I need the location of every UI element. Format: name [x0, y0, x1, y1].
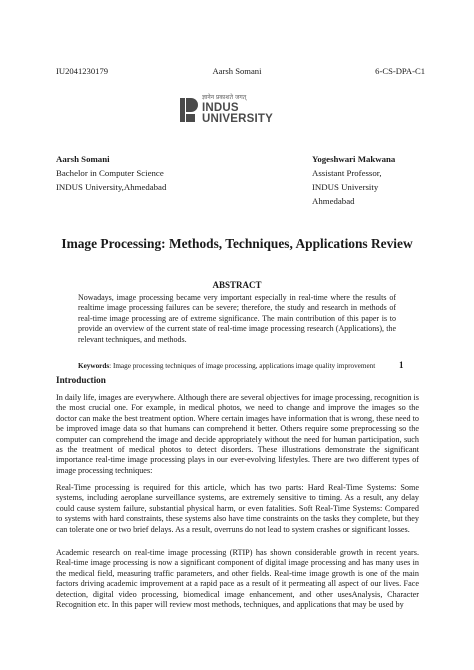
university-logo	[178, 93, 296, 127]
body-paragraph: Real-Time processing is required for this article, which has two parts: Hard Real-Time Systems: Some systems, including aeroplane surveillance systems, are extremely sensitive to timing. As a result, any delay could cause system failure, substantial physical harm, or even fatalities. Soft Real-Time Systems: Compared to systems with hard constraints, these systems also have time constraints on the tasks they complete, but they can tolerate one or two brief delays. As a result, overruns do not lead to system crashes or significant losses.	[56, 483, 419, 534]
abstract-heading: ABSTRACT	[212, 280, 262, 290]
author-affiliation: INDUS University	[312, 182, 379, 192]
university-emblem-icon	[178, 95, 198, 125]
author-block-left	[56, 152, 166, 194]
footnote-mark: 1	[399, 360, 404, 370]
author-name: Yogeshwari Makwana	[312, 154, 396, 164]
body-paragraph: Academic research on real-time image processing (RTIP) has shown considerable growth in recent years. Real-time image processing is now a significant component of digital image processing and has many uses in the medical field, measuring traffic parameters, and other fields. Real-time image growth is one of the main factors driving academic improvement at a rapid pace as a result of it permeating all aspect of our lives. Face detection, digital video processing, biomedical image enhancement, and other usesAnalysis, Character Recognition etc. In this paper will review most methods, techniques, and applications that may be used by	[56, 548, 419, 610]
paper-title: Image Processing: Methods, Techniques, Applications Review	[61, 236, 413, 251]
logo-tagline: ज्ञानेन प्रकाशते जगत्	[202, 94, 247, 101]
logo-wordmark-university: UNIVERSITY	[202, 113, 274, 125]
section-heading-introduction: Introduction	[56, 375, 106, 385]
keywords-text: : Image processing techniques of image processing, applications image quality improvement	[109, 362, 376, 370]
author-name: Aarsh Somani	[56, 154, 110, 164]
body-paragraph: In daily life, images are everywhere. Although there are several objectives for image processing, recognition is the most crucial one. For example, in medical photos, we need to change and improve the images so the doctor can make the best treatment option. Where certain images have information that is wrong, these need to be improved image data so that humans can comprehend it better. Others require some preprocessing so the computer can comprehend the image and decide appropriately without the need for human participation, such as the treatment of medical photos to detect disorders. These illustrations demonstrate the significant importance real-time image processing plays in our ever-evolving lifestyles. There are two different types of image processing techniques:	[56, 393, 419, 475]
author-block-right	[312, 152, 395, 208]
author-affiliation: Ahmedabad	[312, 196, 355, 206]
header-author: Aarsh Somani	[212, 66, 262, 76]
logo-wordmark-indus: INDUS	[202, 102, 239, 114]
author-affiliation: Bachelor in Computer Science	[56, 168, 164, 178]
abstract-body: Nowadays, image processing became very important especially in real-time where the results of realtime image processing failures can be severe; therefore, the study and research in methods of real-time image processing are of extreme significance. The main contribution of this paper is to provide an overview of the current state of real-time image processing research (Applications), the relevant techniques, and methods.	[78, 293, 396, 344]
keywords-label: Keywords	[78, 362, 110, 370]
author-affiliation: Assistant Professor,	[312, 168, 382, 178]
header-course-code: 6-CS-DPA-C1	[375, 66, 425, 76]
keywords-line	[78, 362, 375, 370]
header-student-id: IU2041230179	[56, 66, 109, 76]
author-affiliation: INDUS University,Ahmedabad	[56, 182, 167, 192]
